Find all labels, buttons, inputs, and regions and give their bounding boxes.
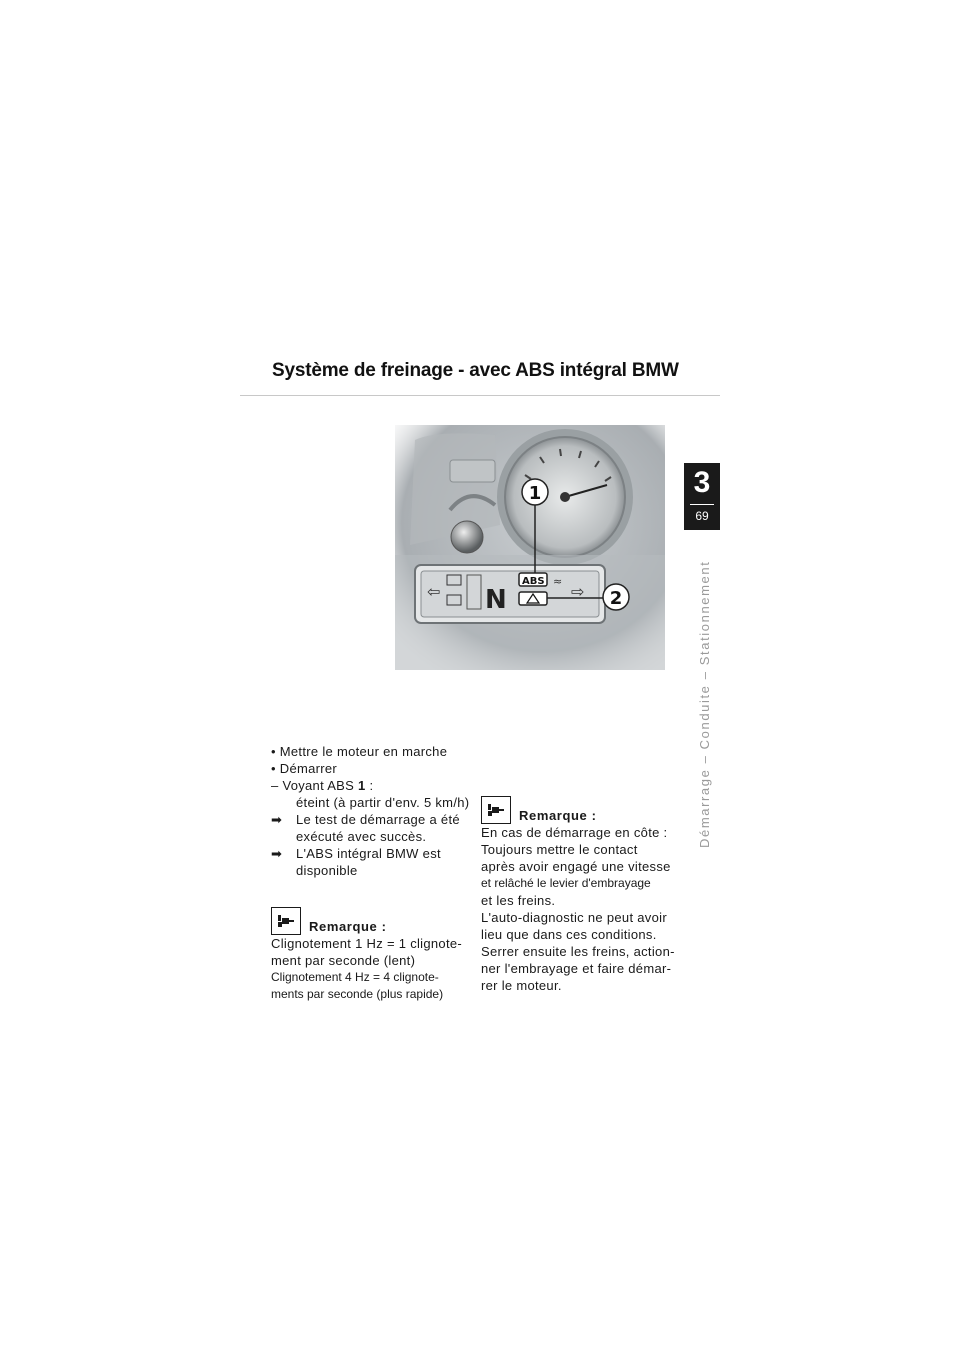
instrument-cluster-photo: [395, 425, 665, 670]
note-text: ner l'embrayage et faire démar-: [481, 961, 672, 976]
note-text: et les freins.: [481, 893, 556, 908]
note-text: Serrer ensuite les freins, action-: [481, 944, 675, 959]
right-column: [481, 796, 686, 994]
list-item-detail: éteint (à partir d'env. 5 km/h): [296, 795, 470, 810]
svg-text:≈: ≈: [553, 575, 563, 588]
note-hand-icon: [481, 796, 511, 824]
result-item: ➡ Le test de démarrage a été exécuté avec succès.: [271, 812, 460, 844]
callout-1: 1: [528, 483, 542, 504]
list-item: • Démarrer: [271, 761, 338, 776]
result-item: ➡ L'ABS intégral BMW est disponible: [271, 846, 441, 878]
chapter-separator: [690, 504, 714, 505]
list-item: • Mettre le moteur en marche: [271, 744, 448, 759]
note-text: après avoir engagé une vitesse: [481, 859, 671, 874]
note-text: rer le moteur.: [481, 978, 562, 993]
note-label: Remarque :: [519, 808, 597, 823]
note-text: et relâché le levier d'embrayage: [481, 876, 651, 890]
note-text: Clignotement 1 Hz = 1 clignote-: [271, 936, 463, 951]
note-text: ment par seconde (lent): [271, 953, 416, 968]
left-column: [271, 743, 476, 1003]
page-title: Système de freinage - avec ABS intégral BMW: [272, 360, 679, 381]
chapter-side-title: Démarrage – Conduite – Stationnement: [697, 560, 712, 848]
arrow-right-icon: ➡: [271, 846, 283, 861]
page-number: 69: [695, 509, 709, 523]
abs-warning-label: ABS: [522, 576, 545, 587]
note-text: L'auto-diagnostic ne peut avoir: [481, 910, 667, 925]
title-divider: [240, 395, 720, 396]
note-text: Clignotement 4 Hz = 4 clignote-: [271, 970, 439, 984]
callout-2: 2: [609, 588, 623, 609]
note-text: Toujours mettre le contact: [481, 842, 638, 857]
note-label: Remarque :: [309, 919, 387, 934]
chapter-number: 3: [693, 466, 711, 499]
gear-indicator: N: [485, 585, 507, 615]
note-heading: [271, 907, 476, 935]
list-item: – Voyant ABS 1 :: [271, 778, 374, 793]
note-hand-icon: [271, 907, 301, 935]
svg-text:⇦: ⇦: [427, 582, 441, 601]
note-text: ments par seconde (plus rapide): [271, 987, 444, 1001]
note-heading: [481, 796, 686, 824]
arrow-right-icon: ➡: [271, 812, 283, 827]
svg-text:⇨: ⇨: [571, 582, 585, 601]
note-text: lieu que dans ces conditions.: [481, 927, 657, 942]
note-text: En cas de démarrage en côte :: [481, 825, 668, 840]
